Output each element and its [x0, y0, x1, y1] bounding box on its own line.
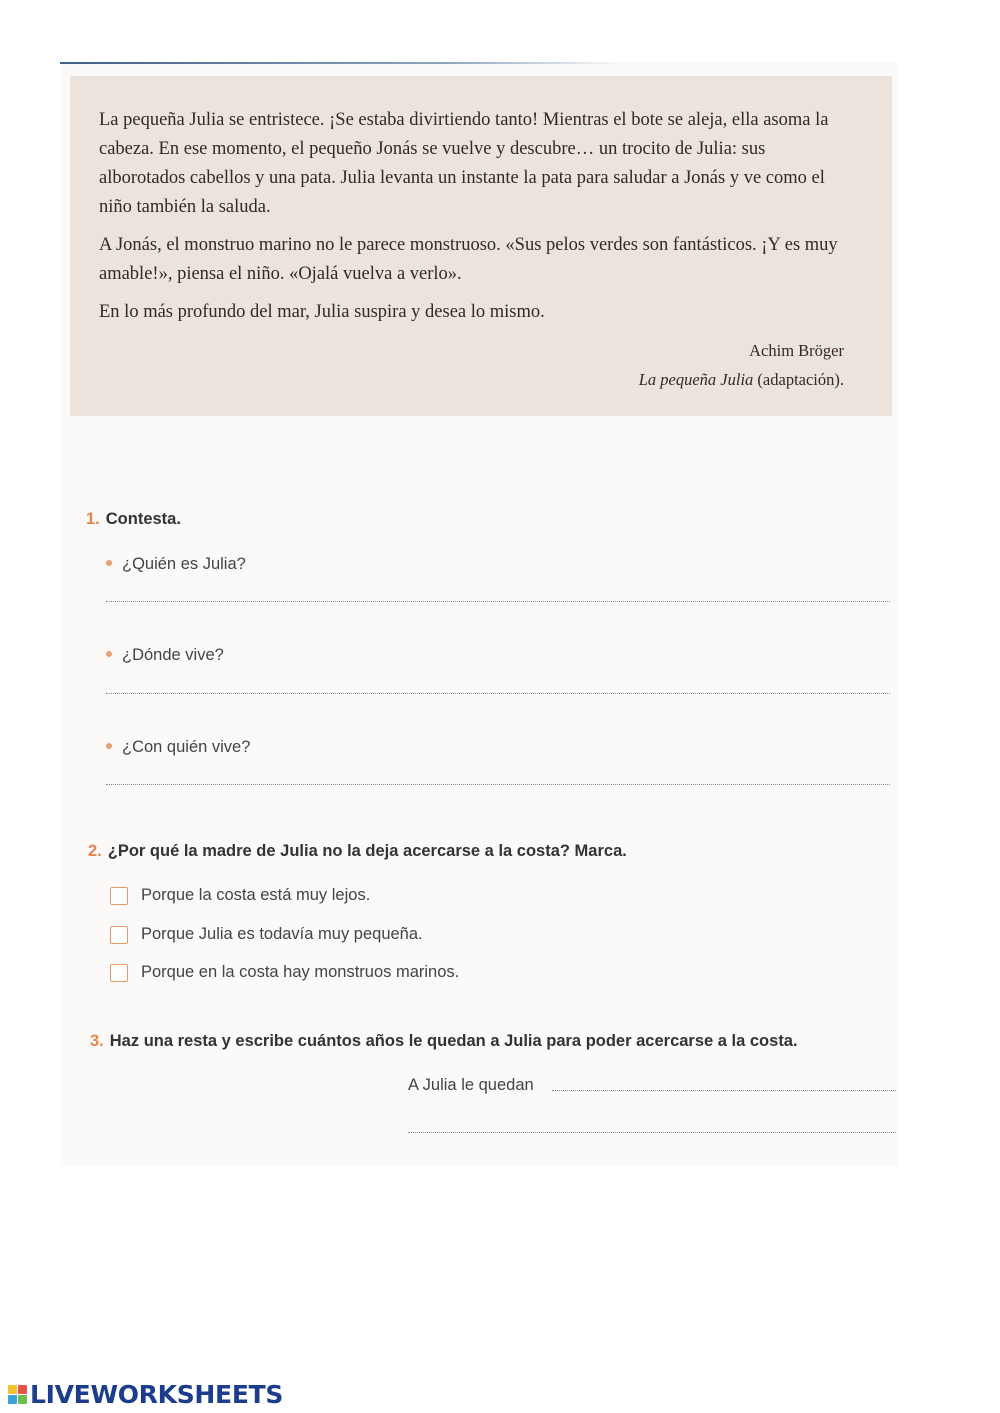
question-3-heading — [90, 1032, 798, 1051]
question-1-item-1 — [106, 555, 246, 574]
option-2-text: Porque Julia es todavía muy pequeña. — [141, 925, 423, 943]
answer-line-1[interactable] — [106, 601, 890, 602]
bullet-icon — [106, 560, 112, 566]
author-name: Achim Bröger — [749, 341, 844, 360]
reading-passage — [70, 76, 892, 416]
answer-line-2[interactable] — [106, 693, 890, 694]
fill-in-label: A Julia le quedan — [408, 1076, 534, 1094]
question-1-title: Contesta. — [105, 510, 181, 528]
answer-line-4[interactable] — [552, 1090, 896, 1091]
option-3[interactable] — [110, 963, 459, 982]
logo-blocks-icon — [8, 1385, 27, 1404]
option-3-text: Porque en la costa hay monstruos marinos. — [141, 963, 460, 981]
question-1-heading — [86, 510, 181, 529]
brand-name: LIVEWORKSHEETS — [30, 1380, 284, 1409]
reading-paragraph-3: En lo más profundo del mar, Julia suspira y desea lo mismo. — [99, 302, 545, 322]
question-2-heading — [88, 842, 627, 861]
question-3-number: 3. — [90, 1032, 104, 1050]
checkbox-1[interactable] — [110, 887, 128, 905]
question-1-item-2 — [106, 646, 224, 665]
answer-line-5[interactable] — [408, 1132, 896, 1133]
question-1-item-2-text: ¿Dónde vive? — [122, 646, 224, 664]
top-rule — [60, 62, 620, 64]
question-1-number: 1. — [86, 510, 100, 528]
checkbox-2[interactable] — [110, 926, 128, 944]
option-1-text: Porque la costa está muy lejos. — [141, 886, 371, 904]
book-title: La pequeña Julia — [638, 370, 754, 389]
question-2-number: 2. — [88, 842, 102, 860]
reading-paragraph-2: A Jonás, el monstruo marino no le parece monstruoso. «Sus pelos verdes son fantásticos. ¡Y es muy amable!», piensa el niño. «Ojalá vuelva a verlo». — [99, 235, 838, 284]
option-1[interactable] — [110, 886, 370, 905]
question-2-title: ¿Por qué la madre de Julia no la deja acercarse a la costa? Marca. — [107, 842, 627, 860]
liveworksheets-logo — [8, 1380, 283, 1409]
question-1-item-3 — [106, 738, 250, 757]
question-1-item-1-text: ¿Quién es Julia? — [122, 555, 246, 573]
reading-paragraph-1: La pequeña Julia se entristece. ¡Se estaba divirtiendo tanto! Mientras el bote se aleja, ella asoma la cabeza. En ese momento, el pequeño Jonás se vuelve y descubre… un trocito de Julia: sus alborotados cabellos y una pata. Julia levanta un instante la pata para saludar a Jonás y ve como el niño también la saluda. — [99, 110, 829, 217]
bullet-icon — [106, 743, 112, 749]
checkbox-3[interactable] — [110, 964, 128, 982]
question-3-title: Haz una resta y escribe cuántos años le quedan a Julia para poder acercarse a la costa. — [109, 1032, 798, 1050]
answer-line-3[interactable] — [106, 784, 890, 785]
book-credit — [99, 365, 844, 394]
author-credit — [99, 336, 844, 394]
option-2[interactable] — [110, 925, 423, 944]
book-note: (adaptación). — [757, 370, 844, 389]
bullet-icon — [106, 651, 112, 657]
question-1-item-3-text: ¿Con quién vive? — [122, 738, 251, 756]
